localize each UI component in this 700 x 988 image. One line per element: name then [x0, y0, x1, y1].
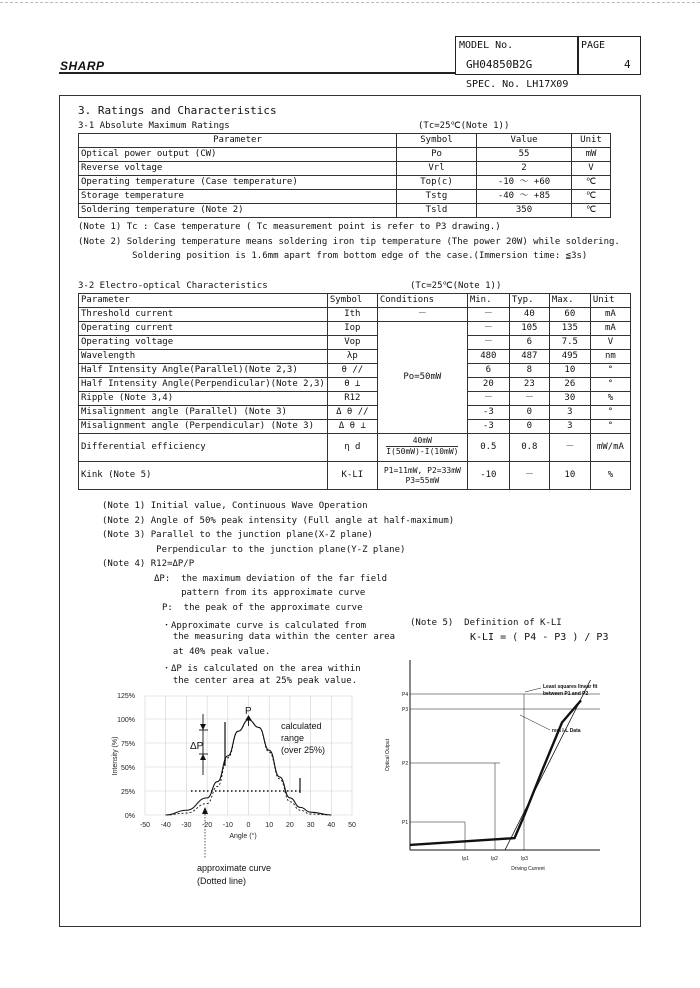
y-tick-label: 75% [120, 741, 135, 748]
cell: Half Intensity Angle(Perpendicular)(Note 2,3) [79, 378, 328, 392]
x-tick-label: -20 [202, 822, 213, 829]
table-row [79, 350, 631, 364]
col-header: Symbol [327, 294, 377, 308]
merged-condition-cell: Po=50mW [377, 322, 467, 434]
cell: Vop [327, 336, 377, 350]
eo-note-4: (Note 4) R12=ΔP/P [102, 559, 195, 569]
cell: 40 [509, 308, 549, 322]
table-row [79, 392, 631, 406]
table-row [79, 162, 611, 176]
table-row [79, 148, 611, 162]
cell: Soldering temperature (Note 2) [79, 204, 397, 218]
cell: Wavelength [79, 350, 328, 364]
cell: － [467, 308, 509, 322]
table-row [79, 190, 611, 204]
section-title: 3. Ratings and Characteristics [78, 104, 277, 117]
delta-p-arrowhead-bottom [200, 754, 206, 760]
cell: -10 ～ +60 [477, 176, 572, 190]
table-header-row [79, 294, 631, 308]
cell: Ith [327, 308, 377, 322]
fit-callout-line [525, 688, 541, 692]
cell: ℃ [572, 204, 611, 218]
col-header: Parameter [79, 134, 397, 148]
col-header: Unit [572, 134, 611, 148]
real-il-curve [410, 700, 581, 845]
fit-label-2: between P1 and P2 [543, 691, 589, 697]
linear-fit-line [505, 680, 591, 850]
abs-ratings-table [78, 133, 611, 218]
kink-condition-cell [377, 462, 467, 490]
table-row [79, 176, 611, 190]
abs-note-3: Soldering position is 1.6mm apart from bottom edge of the case.(Immersion time: ≦3s) [78, 251, 588, 261]
cell: － [467, 322, 509, 336]
cell: K-LI [327, 462, 377, 490]
cell: 60 [549, 308, 590, 322]
x-axis-label: Angle (°) [229, 833, 257, 840]
table-row [79, 308, 631, 322]
x-label-ip2: Ip2 [491, 856, 498, 862]
cell: ° [590, 420, 630, 434]
peak-label: P [245, 706, 252, 717]
cell: θ // [327, 364, 377, 378]
x-tick-label: -40 [160, 822, 171, 829]
eo-cond: (Tc=25℃(Note 1)) [410, 281, 502, 291]
cell: Ripple (Note 3,4) [79, 392, 328, 406]
col-header: Conditions [377, 294, 467, 308]
range-label-2: range [281, 733, 305, 743]
cell: 6 [509, 336, 549, 350]
cell: 30 [549, 392, 590, 406]
note5-formula: K-LI = ( P4 - P3 ) / P3 [470, 632, 609, 643]
eo-note-2: (Note 2) Angle of 50% peak intensity (Full angle at half-maximum) [102, 516, 455, 526]
col-header: Value [477, 134, 572, 148]
cell: 0 [509, 406, 549, 420]
cell: Iop [327, 322, 377, 336]
note4-line-6: at 40% peak value. [162, 647, 271, 657]
cell: ° [590, 364, 630, 378]
approx-label-2: (Dotted line) [197, 876, 247, 886]
cell: Δ θ ⊥ [327, 420, 377, 434]
table-row [79, 378, 631, 392]
cell: 3 [549, 420, 590, 434]
x-tick-label: 50 [348, 822, 356, 829]
col-header: Min. [467, 294, 509, 308]
x-axis-label: Driving Current [511, 866, 545, 872]
table-row [79, 336, 631, 350]
abs-note-2: (Note 2) Soldering temperature means soldering iron tip temperature (The power 20W) while soldering. [78, 237, 620, 247]
abs-ratings-title: 3-1 Absolute Maximum Ratings [78, 121, 230, 131]
delta-p-arrowhead-top [200, 724, 206, 730]
col-header: Symbol [397, 134, 477, 148]
brand-logo: SHARP [60, 59, 105, 73]
cell: 20 [467, 378, 509, 392]
x-tick-label: 30 [306, 822, 315, 829]
cell: -10 [467, 462, 509, 490]
eo-note-1: (Note 1) Initial value, Continuous Wave Operation [102, 501, 368, 511]
x-label-ip3: Ip3 [521, 856, 528, 862]
cell: 10 [549, 364, 590, 378]
y-tick-label: 25% [120, 789, 135, 796]
cell: 10 [549, 462, 590, 490]
y-tick-label: 100% [117, 717, 135, 724]
cell: Optical power output (CW) [79, 148, 397, 162]
table-row [79, 204, 611, 218]
y-label-p4: P4 [402, 692, 409, 698]
abs-note-1: (Note 1) Tc : Case temperature ( Tc measurement point is refer to P3 drawing.) [78, 222, 501, 232]
cell: Δ θ // [327, 406, 377, 420]
note5-title: (Note 5) Definition of K-LI [410, 618, 562, 628]
cell: Storage temperature [79, 190, 397, 204]
cell: ℃ [572, 176, 611, 190]
table-row [79, 406, 631, 420]
col-header: Typ. [509, 294, 549, 308]
cell: 8 [509, 364, 549, 378]
cell: Reverse voltage [79, 162, 397, 176]
kink-cond-line-1: P1=11mW, P2=33mW [383, 465, 461, 475]
cell: ℃ [572, 190, 611, 204]
cell: 6 [467, 364, 509, 378]
y-axis-label: Optical Output [385, 739, 391, 771]
x-tick-label: 20 [286, 822, 294, 829]
y-label-p3: P3 [402, 707, 409, 713]
cell: Top(c) [397, 176, 477, 190]
cell: 350 [477, 204, 572, 218]
page-label: PAGE [581, 40, 606, 51]
x-tick-label: 40 [327, 822, 336, 829]
cell: R12 [327, 392, 377, 406]
fraction [386, 436, 458, 457]
fraction-cell [377, 434, 467, 462]
cell: mA [590, 308, 630, 322]
cell: － [509, 462, 549, 490]
table-row [79, 322, 631, 336]
x-tick-label: -50 [139, 822, 151, 829]
cell: % [590, 392, 630, 406]
fraction-denominator: I(50mW)-I(10mW) [386, 447, 459, 456]
x-label-ip1: Ip1 [462, 856, 469, 862]
range-label-3: (over 25%) [281, 745, 326, 755]
cell: 0.8 [509, 434, 549, 462]
data-callout-line [520, 715, 550, 730]
cell: Differential efficiency [79, 434, 328, 462]
cell: 105 [509, 322, 549, 336]
cell: ° [590, 406, 630, 420]
cell: η d [327, 434, 377, 462]
cell: 55 [477, 148, 572, 162]
cell: mW [572, 148, 611, 162]
approx-label-1: approximate curve [197, 863, 272, 873]
table-row [79, 420, 631, 434]
cell: 0 [509, 420, 549, 434]
cell: mW/mA [590, 434, 630, 462]
model-label: MODEL No. [459, 40, 514, 51]
model-value: GH04850B2G [466, 58, 533, 71]
y-tick-label: 50% [120, 765, 135, 772]
cell: % [590, 462, 630, 490]
note4-line-7: ・ΔP is calculated on the area within [162, 664, 361, 674]
col-header: Max. [549, 294, 590, 308]
cell: ° [590, 378, 630, 392]
cell: － [549, 434, 590, 462]
cell: λp [327, 350, 377, 364]
x-tick-label: 10 [265, 822, 274, 829]
x-tick-label: -30 [181, 822, 192, 829]
cell: θ ⊥ [327, 378, 377, 392]
top-rule [0, 2, 700, 3]
x-tick-label: 0 [246, 822, 251, 829]
kink-cond-line-2: P3=55mW [405, 475, 440, 485]
note4-line-2: pattern from its approximate curve [154, 588, 366, 598]
cell: － [509, 392, 549, 406]
y-axis-label: Intensity (%) [112, 736, 119, 776]
cell: Tstg [397, 190, 477, 204]
cell: nm [590, 350, 630, 364]
abs-ratings-cond: (Tc=25℃(Note 1)) [418, 121, 510, 131]
cell: － [467, 392, 509, 406]
col-header: Unit [590, 294, 630, 308]
cell: Operating current [79, 322, 328, 336]
note4-line-4: ・Approximate curve is calculated from [162, 621, 367, 631]
cell: 480 [467, 350, 509, 364]
cell: Threshold current [79, 308, 328, 322]
cell: 495 [549, 350, 590, 364]
note4-line-5: the measuring data within the center area [162, 632, 395, 642]
cell: － [377, 308, 467, 322]
kink-li-chart [375, 650, 615, 875]
cell: Operating voltage [79, 336, 328, 350]
cell: 26 [549, 378, 590, 392]
cell: 0.5 [467, 434, 509, 462]
note4-line-3: P: the peak of the approximate curve [162, 603, 363, 613]
note4-line-1: ΔP: the maximum deviation of the far field [154, 574, 387, 584]
header-rule [59, 72, 455, 74]
spec-number: SPEC. No. LH17X09 [466, 79, 569, 90]
cell: 7.5 [549, 336, 590, 350]
y-label-p2: P2 [402, 761, 409, 767]
cell: Operating temperature (Case temperature) [79, 176, 397, 190]
cell: Kink (Note 5) [79, 462, 328, 490]
cell: -40 ～ +85 [477, 190, 572, 204]
cell: Half Intensity Angle(Parallel)(Note 2,3) [79, 364, 328, 378]
x-tick-label: -10 [222, 822, 233, 829]
cell: V [572, 162, 611, 176]
col-header: Parameter [79, 294, 328, 308]
table-row [79, 434, 631, 462]
y-label-p1: P1 [402, 820, 409, 826]
eo-note-3b: Perpendicular to the junction plane(Y-Z plane) [102, 545, 406, 555]
far-field-chart [95, 686, 380, 896]
data-label: real I-L Data [552, 728, 581, 734]
fraction-numerator: 40mW [412, 436, 432, 445]
eo-table [78, 293, 631, 490]
page-value: 4 [624, 58, 631, 71]
table-row [79, 364, 631, 378]
fit-label-1: Least squares linear fit [543, 684, 598, 690]
cell: 2 [477, 162, 572, 176]
cell: -3 [467, 406, 509, 420]
eo-title: 3-2 Electro-optical Characteristics [78, 281, 268, 291]
cell: V [590, 336, 630, 350]
cell: Misalignment angle (Perpendicular) (Note 3) [79, 420, 328, 434]
table-header-row [79, 134, 611, 148]
cell: － [467, 336, 509, 350]
cell: 135 [549, 322, 590, 336]
cell: Po [397, 148, 477, 162]
cell: mA [590, 322, 630, 336]
cell: 23 [509, 378, 549, 392]
table-row [79, 462, 631, 490]
cell: 487 [509, 350, 549, 364]
cell: -3 [467, 420, 509, 434]
y-tick-label: 125% [117, 693, 135, 700]
note4-line-8: the center area at 25% peak value. [162, 676, 358, 686]
cell: Vrl [397, 162, 477, 176]
cell: Misalignment angle (Parallel) (Note 3) [79, 406, 328, 420]
cell: Tsld [397, 204, 477, 218]
y-tick-label: 0% [124, 813, 135, 820]
delta-p-label: ΔP [190, 741, 204, 752]
cell: 3 [549, 406, 590, 420]
eo-note-3: (Note 3) Parallel to the junction plane(X-Z plane) [102, 530, 373, 540]
range-label-1: calculated [281, 721, 322, 731]
